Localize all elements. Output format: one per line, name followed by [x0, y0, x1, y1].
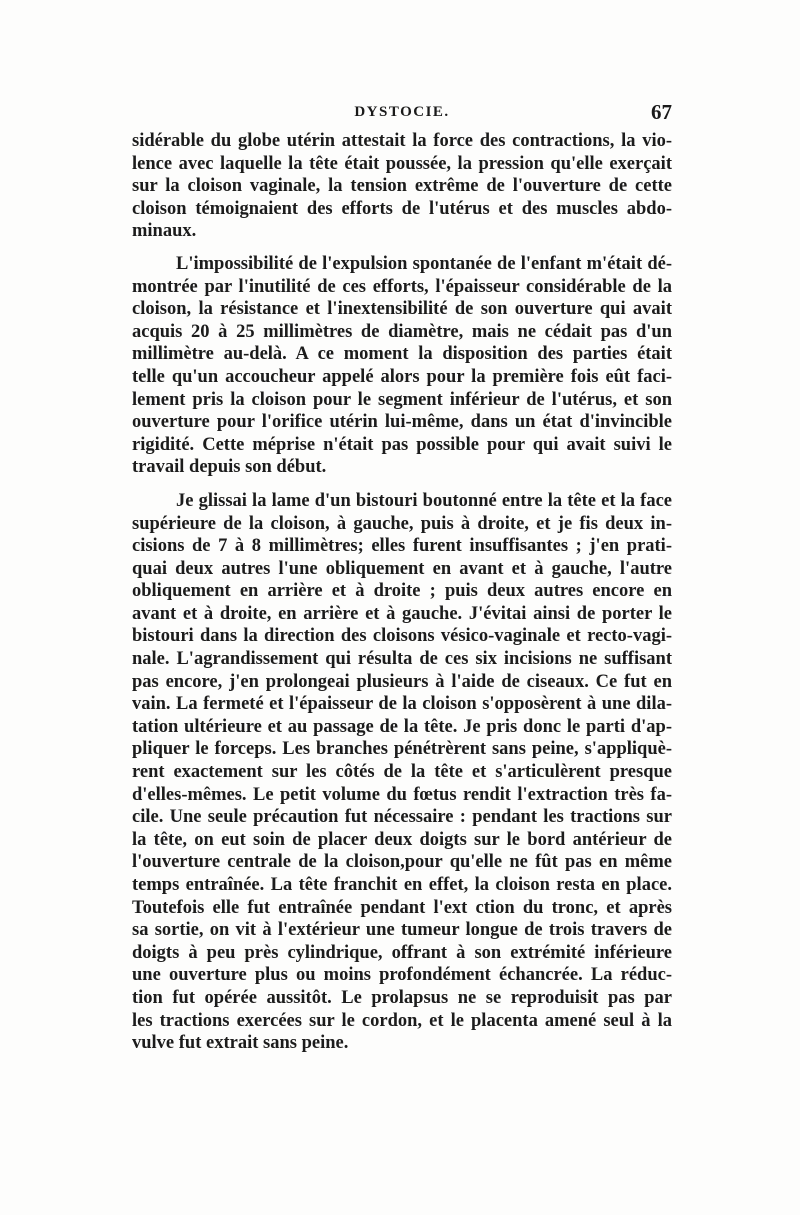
paragraph-2: [132, 253, 672, 479]
text-line: sa sortie, on vit à l'extérieur une tumeur longue de trois travers de: [132, 920, 672, 941]
text-line: telle qu'un accoucheur appelé alors pour la première fois eût faci-: [132, 366, 672, 387]
text-line: l'ouverture centrale de la cloison,pour qu'elle ne fût pas en même: [132, 852, 672, 873]
body-text: [132, 130, 672, 1055]
text-line: lence avec laquelle la tête était poussée, la pression qu'elle exerçait: [132, 153, 672, 174]
text-line: vain. La fermeté et l'épaisseur de la cloison s'opposèrent à une dila-: [132, 694, 672, 715]
text-line: lement pris la cloison pour le segment inférieur de l'utérus, et son: [132, 389, 672, 410]
text-line: rigidité. Cette méprise n'était pas possible pour qui avait suivi le: [132, 434, 672, 455]
text-line: cloison, la résistance et l'inextensibilité de son ouverture qui avait: [132, 299, 672, 320]
text-line: sur la cloison vaginale, la tension extrême de l'ouverture de cette: [132, 176, 672, 197]
text-line: la tête, on eut soin de placer deux doigts sur le bord antérieur de: [132, 829, 672, 850]
text-line: temps entraînée. La tête franchit en effet, la cloison resta en place.: [132, 875, 672, 895]
text-line: tation ultérieure et au passage de la tête. Je pris donc le parti d'ap-: [132, 716, 672, 737]
text-line: sidérable du globe utérin attestait la force des contractions, la vio-: [132, 131, 672, 151]
text-line: les tractions exercées sur le cordon, et le placenta amené seul à la: [132, 1010, 672, 1031]
text-line: Je glissai la lame d'un bistouri boutonné entre la tête et la face: [176, 490, 672, 511]
text-line: d'elles-mêmes. Le petit volume du fœtus rendit l'extraction très fa-: [132, 784, 672, 805]
text-line: Toutefois elle fut entraînée pendant l'ext ction du tronc, et après: [132, 897, 672, 918]
text-line: pas encore, j'en prolongeai plusieurs à l'aide de ciseaux. Ce fut en: [132, 671, 672, 692]
text-line: nale. L'agrandissement qui résulta de ces six incisions ne suffisant: [132, 649, 672, 670]
text-line: pliquer le forceps. Les branches pénétrèrent sans peine, s'appliquè-: [132, 739, 672, 760]
text-line: travail depuis son début.: [132, 457, 327, 478]
text-line: doigts à peu près cylindrique, offrant à son extrémité inférieure: [132, 942, 672, 963]
text-line: obliquement en arrière et à droite ; puis deux autres encore en: [132, 581, 672, 602]
text-line: quai deux autres l'une obliquement en avant et à gauche, l'autre: [132, 558, 672, 579]
running-head: [132, 100, 672, 130]
text-line: minaux.: [132, 221, 197, 242]
text-line: tion fut opérée aussitôt. Le prolapsus ne se reproduisit pas par: [132, 987, 672, 1008]
text-line: avant et à droite, en arrière et à gauche. J'évitai ainsi de porter le: [132, 603, 672, 624]
paragraph-1: [132, 130, 672, 243]
text-line: cloison témoignaient des efforts de l'utérus et des muscles abdo-: [132, 198, 672, 219]
text-line: L'impossibilité de l'expulsion spontanée de l'enfant m'était dé-: [176, 253, 672, 274]
text-line: supérieure de la cloison, à gauche, puis à droite, et je fis deux in-: [132, 513, 672, 534]
text-line: rent exactement sur les côtés de la tête et s'articulèrent presque: [132, 762, 672, 783]
text-line: cile. Une seule précaution fut nécessaire : pendant les tractions sur: [132, 807, 672, 828]
text-line: acquis 20 à 25 millimètres de diamètre, mais ne cédait pas d'un: [132, 321, 672, 342]
text-line: une ouverture plus ou moins profondément échancrée. La réduc-: [132, 965, 672, 986]
page-number: 67: [651, 100, 672, 124]
text-line: ouverture pour l'orifice utérin lui-même, dans un état d'invincible: [132, 412, 672, 433]
paragraph-3: [132, 490, 672, 1055]
running-title: DYSTOCIE.: [354, 104, 450, 120]
text-line: montrée par l'inutilité de ces efforts, l'épaisseur considérable de la: [132, 276, 672, 297]
text-line: cisions de 7 à 8 millimètres; elles furent insuffisantes ; j'en prati-: [132, 536, 672, 557]
text-line: millimètre au-delà. A ce moment la disposition des parties était: [132, 344, 672, 365]
text-line: bistouri dans la direction des cloisons vésico-vaginale et recto-vagi-: [132, 626, 672, 647]
text-line: vulve fut extrait sans peine.: [132, 1033, 349, 1054]
